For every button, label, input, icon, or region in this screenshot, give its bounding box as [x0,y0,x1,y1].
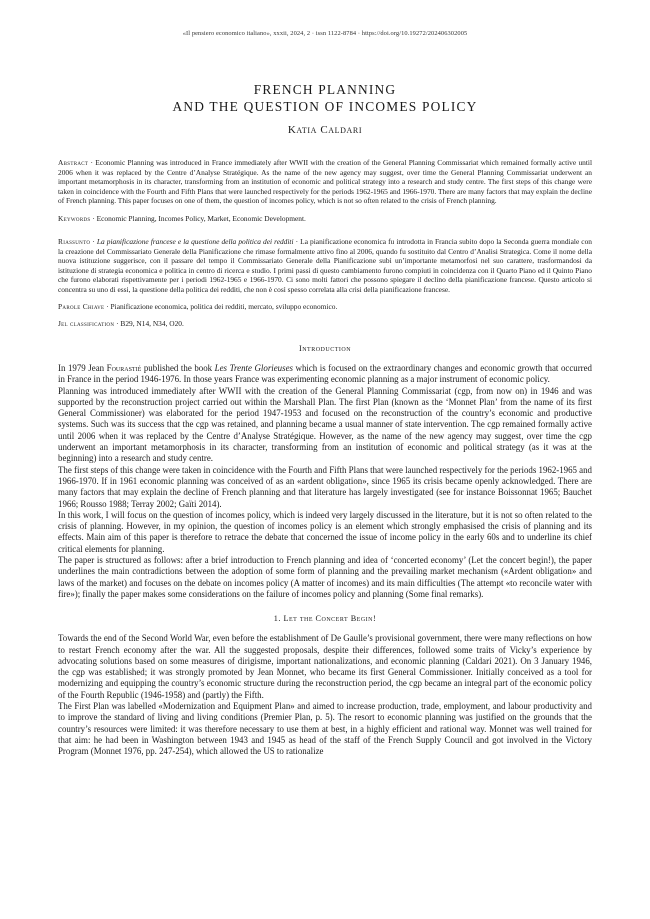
keywords-label: Keywords [58,213,91,223]
keywords-text: · Economic Planning, Incomes Policy, Market, Economic Development. [90,213,306,223]
jel-classification [58,319,592,329]
riassunto-title: La pianificazione francese e la questione della politica dei redditi [96,237,294,246]
jel-text: · B29, N14, N34, O20. [114,318,184,328]
jel-label: Jel classification [58,318,115,328]
intro-paragraph-2: Planning was introduced immediately after WWII with the creation of the General Planning Commissariat (cgp, from now on) in 1946 and was supported by the reconstruction project carried out within the Marshall Plan. The first Plan (known as the ‘Monnet Plan’ from the name of its first General Commissioner) was elaborated for the period 1947-1953 and focused on the reconstruction of the country’s economic and productive systems. Such was its success that the cgp was retained, and planning became a usual manner of state intervention. The cgp remained formally active until 2006 when it was replaced by the Centre d’Analyse Stratégique. However, as the name of the new agency may suggest, over time the cgp underwent an important metamorphosis in its character, transforming from an institution of economic and political strategy (as it was at the beginning) into a research and study centre. [58,385,592,464]
abstract-text: · Economic Planning was introduced in France immediately after WWII with the creation of the General Planning Commissariat which remained formally active until 2006 when it was replaced by the Centre d’Analyse Stratégique. As the name of the new agency may suggest, over time the General Planning Commissariat underwent an important metamorphosis in its character, transforming from an institution of economic and political strategy into a research and study centre. The first steps of this change were taken in coincidence with the Fourth and Fifth Plans that were launched respectively for the periods 1962-1965 and 1966-1970. There are many factors that may explain the decline of French planning. This paper focuses on one of them, the question of incomes policy, which is not so often related to the crisis of French planning. [58,158,592,205]
intro-p1-book: Les Trente Glorieuses [214,363,293,373]
paper-title [58,81,592,115]
parole-chiave-label: Parole Chiave [58,302,105,311]
section-1-paragraph-2: The First Plan was labelled «Modernization and Equipment Plan» and aimed to increase production, trade, employment, and labour productivity and to improve the standard of living and living conditions (Premier Plan, p. 5). The resort to economic planning was justified on the grounds that the country’s resources were limited: it was therefore necessary to use them at best, in a highly efficient and rational way. Monnet was well trained for that aim: he had been in Washington between 1943 and 1945 as head of the staff of the French Supply Council and got involved in the Victory Program (Monnet 1976, pp. 247-254), which allowed the US to rationalize [58,701,592,757]
author-name: Katia Caldari [287,124,363,136]
intro-paragraph-5: The paper is structured as follows: after a brief introduction to French planning and idea of ‘concerted economy’ (Let the concert begin!), the paper underlines the main contradictions between the adoption of some form of planning and the prevailing market mechanism («Ardent obligation» and laws of the market) and focuses on the debate on incomes policy (A matter of incomes) and its main difficulties (The attempt «to reconcile water with fire»); finally the paper makes some considerations on the failure of incomes policy and planning (Some final remarks). [58,555,592,599]
intro-p1-author: Fourastié [106,363,142,373]
running-head: «Il pensiero economico italiano», xxxii, 2024, 2 · issn 1122-8784 · https://doi.org/10.19272/202406302005 [182,30,468,37]
title-line-2: AND THE QUESTION OF INCOMES POLICY [172,99,478,114]
intro-p1-b: published the book [141,363,215,373]
abstract-label: Abstract [58,158,89,167]
riassunto-label: Riassunto [58,237,91,246]
intro-p1-a: In 1979 Jean [58,363,107,373]
riassunto-text: · La pianificazione economica fu introdotta in Francia subito dopo la Seconda guerra mondiale con la creazione del Commissariato Generale della Pianificazione che rimase formalmente attivo fino al 2006, quando fu sostituito dal Centro d’Analisi Strategica. Come il nome della nuova istituzione suggerisce, con il passare del tempo il Commissariato Generale della Pianificazione subì un’importante metamorfosi nel suo carattere, trasformandosi da istituzione di strategia economica e politica in centro di ricerca e studio. I primi passi di questo cambiamento furono compiuti in coincidenza con il Quarto Piano ed il Quinto Piano che furono elaborati rispettivamente per i periodi 1962-1965 e 1966-1970. Ci sono molti fattori che possono spiegare il declino della pianificazione francese. Questo articolo si concentra su uno di essi, la questione della politica dei redditi, che non è così spesso correlata alla crisi della pianificazione francese. [58,237,592,294]
keywords [58,214,592,224]
section-1-heading: 1. Let the Concert Begin! [273,614,377,624]
intro-p1-c: which is focused on the extraordinary changes and economic growth that occurred in France in the period 1946-1976. In those years France was experimenting economic planning as a major instrument of economic policy. [58,363,592,385]
riassunto [58,237,592,294]
section-1-paragraph-1: Towards the end of the Second World War, even before the establishment of De Gaulle’s provisional government, there were many reflections on how to restart French economy after the war. All the suggested proposals, despite their differences, followed some traits of Vicky’s experience by advocating solutions based on some measures of dirigisme, important nationalizations, and economic planning (Caldari 2021). On 3 January 1946, the cgp was established; it was strongly promoted by Jean Monnet, who became its first General Commissioner. Initially conceived as a tool for modernizing and equipping the country’s economic structure during the reconstruction period, the cgp became an integral part of the economic policy of the Fourth Republic (1946-1958) and (partly) the Fifth. [58,633,592,700]
parole-chiave [58,302,592,312]
intro-paragraph-1 [58,363,592,386]
intro-paragraph-3: The first steps of this change were taken in coincidence with the Fourth and Fifth Plans that were launched respectively for the periods 1962-1965 and 1966-1970. If in 1961 economic planning was conceived of as an «ardent obligation», since 1965 its crisis became openly acknowledged. There are many factors that may explain the decline of French planning and that literature has largely investigated (see for instance Boissonnat 1965; Bauchet 1966; Rousso 1988; Terray 2002; Gaïti 2014). [58,464,592,509]
abstract [58,158,592,206]
title-line-1: FRENCH PLANNING [253,82,397,97]
riassunto-sep: · [90,237,97,246]
intro-paragraph-4: In this work, I will focus on the question of incomes policy, which is indeed very largely discussed in the literature, but it is not so often related to the crisis of planning. However, in my opinion, the question of incomes policy is an element which strongly emphasised the crisis of planning and its effects. Main aim of this paper is therefore to retrace the debate that concerned the issue of income policy in the early 60s and to underline its chief critical elements for planning. [58,509,592,554]
parole-chiave-text: · Pianificazione economica, politica dei redditi, mercato, sviluppo economico. [104,302,338,311]
introduction-heading: Introduction [298,344,352,353]
